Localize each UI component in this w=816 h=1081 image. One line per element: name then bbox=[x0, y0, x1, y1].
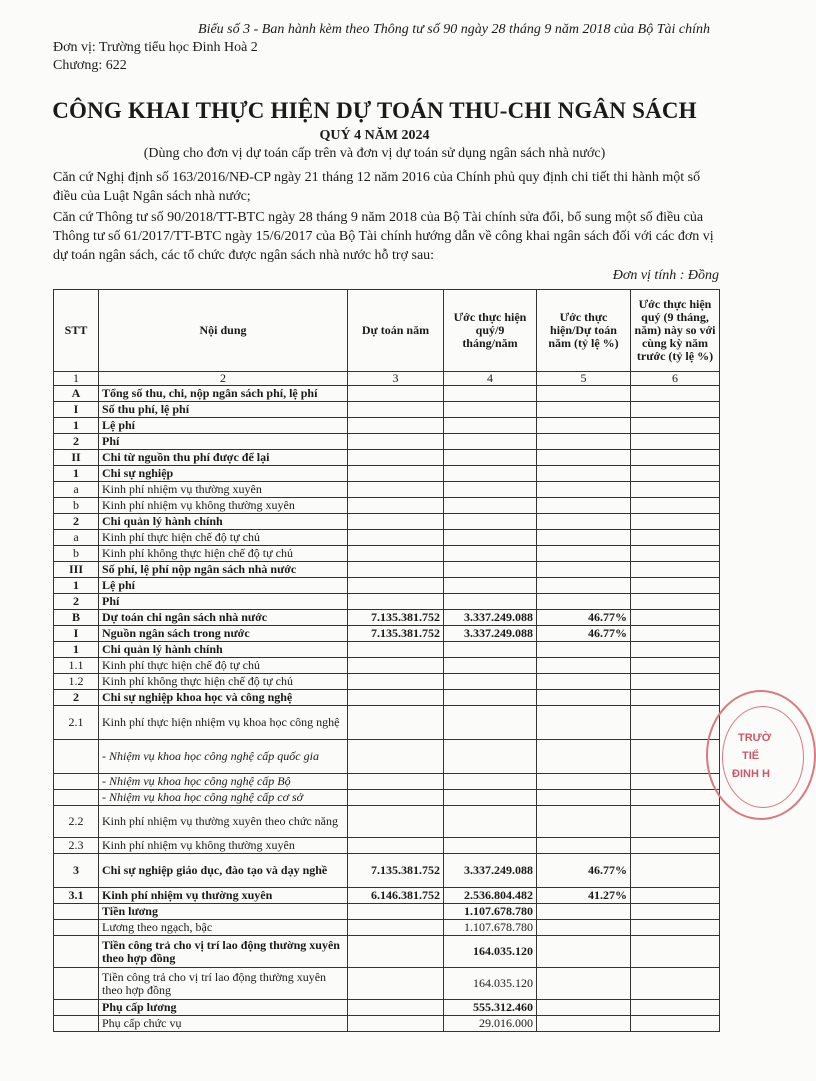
row-yoy bbox=[631, 482, 720, 498]
row-yoy bbox=[631, 562, 720, 578]
row-stt: 2 bbox=[54, 434, 99, 450]
table-row bbox=[54, 594, 720, 610]
row-content: Tiền công trả cho vị trí lao động thường xuyên theo hợp đồng bbox=[99, 968, 348, 1000]
row-actual bbox=[444, 806, 537, 838]
row-ratio bbox=[537, 434, 631, 450]
row-content: Kinh phí thực hiện chế độ tự chủ bbox=[99, 530, 348, 546]
row-ratio bbox=[537, 1016, 631, 1032]
row-ratio bbox=[537, 706, 631, 740]
budget-table bbox=[53, 289, 720, 1032]
table-row bbox=[54, 936, 720, 968]
row-stt: 2 bbox=[54, 514, 99, 530]
row-actual bbox=[444, 642, 537, 658]
row-actual: 555.312.460 bbox=[444, 1000, 537, 1016]
row-actual bbox=[444, 418, 537, 434]
row-yoy bbox=[631, 642, 720, 658]
row-plan bbox=[348, 434, 444, 450]
table-row bbox=[54, 514, 720, 530]
row-plan bbox=[348, 514, 444, 530]
row-ratio bbox=[537, 920, 631, 936]
row-plan bbox=[348, 904, 444, 920]
row-plan bbox=[348, 530, 444, 546]
row-plan bbox=[348, 658, 444, 674]
table-row bbox=[54, 838, 720, 854]
page-title: CÔNG KHAI THỰC HIỆN DỰ TOÁN THU-CHI NGÂN SÁCH bbox=[52, 98, 697, 123]
row-stt: 2.3 bbox=[54, 838, 99, 854]
row-stt bbox=[54, 740, 99, 774]
row-actual bbox=[444, 530, 537, 546]
row-content: Kinh phí nhiệm vụ thường xuyên bbox=[99, 482, 348, 498]
row-yoy bbox=[631, 920, 720, 936]
row-ratio bbox=[537, 968, 631, 1000]
stamp-text-line: TRƯỜ bbox=[738, 732, 772, 744]
row-ratio: 41.27% bbox=[537, 888, 631, 904]
row-ratio: 46.77% bbox=[537, 626, 631, 642]
row-content: Chi sự nghiệp khoa học và công nghệ bbox=[99, 690, 348, 706]
row-stt: 1 bbox=[54, 642, 99, 658]
table-row bbox=[54, 626, 720, 642]
row-plan bbox=[348, 690, 444, 706]
header-actual: Ước thực hiện quý/9 tháng/năm bbox=[444, 290, 537, 372]
row-plan bbox=[348, 418, 444, 434]
row-actual: 1.107.678.780 bbox=[444, 904, 537, 920]
row-content: Chi sự nghiệp giáo dục, đào tạo và dạy nghề bbox=[99, 854, 348, 888]
row-stt bbox=[54, 790, 99, 806]
row-yoy bbox=[631, 578, 720, 594]
row-actual bbox=[444, 482, 537, 498]
row-stt bbox=[54, 774, 99, 790]
report-period: QUÝ 4 NĂM 2024 bbox=[319, 128, 430, 143]
row-actual bbox=[444, 790, 537, 806]
row-content: Số phí, lệ phí nộp ngân sách nhà nước bbox=[99, 562, 348, 578]
row-actual bbox=[444, 514, 537, 530]
row-yoy bbox=[631, 674, 720, 690]
table-row bbox=[54, 610, 720, 626]
row-plan bbox=[348, 790, 444, 806]
row-actual bbox=[444, 658, 537, 674]
row-content: Chi quản lý hành chính bbox=[99, 514, 348, 530]
row-yoy bbox=[631, 806, 720, 838]
table-row bbox=[54, 530, 720, 546]
row-stt bbox=[54, 1016, 99, 1032]
col-number: 2 bbox=[99, 372, 348, 386]
row-actual bbox=[444, 690, 537, 706]
row-yoy bbox=[631, 838, 720, 854]
row-yoy bbox=[631, 690, 720, 706]
table-row bbox=[54, 690, 720, 706]
row-stt: 2.1 bbox=[54, 706, 99, 740]
row-stt: 1 bbox=[54, 418, 99, 434]
table-row bbox=[54, 546, 720, 562]
row-actual bbox=[444, 546, 537, 562]
table-row bbox=[54, 562, 720, 578]
row-plan bbox=[348, 706, 444, 740]
col-number: 4 bbox=[444, 372, 537, 386]
row-yoy bbox=[631, 434, 720, 450]
row-content: Nguồn ngân sách trong nước bbox=[99, 626, 348, 642]
row-ratio bbox=[537, 674, 631, 690]
row-stt: 2 bbox=[54, 690, 99, 706]
row-ratio bbox=[537, 838, 631, 854]
table-row bbox=[54, 642, 720, 658]
row-plan bbox=[348, 562, 444, 578]
row-content: Kinh phí thực hiện chế độ tự chủ bbox=[99, 658, 348, 674]
row-stt: I bbox=[54, 402, 99, 418]
row-ratio bbox=[537, 530, 631, 546]
form-note: Biểu số 3 - Ban hành kèm theo Thông tư số 90 ngày 28 tháng 9 năm 2018 của Bộ Tài chính bbox=[198, 22, 710, 37]
row-stt: b bbox=[54, 498, 99, 514]
row-ratio: 46.77% bbox=[537, 610, 631, 626]
row-yoy bbox=[631, 402, 720, 418]
row-stt bbox=[54, 904, 99, 920]
row-yoy bbox=[631, 530, 720, 546]
row-plan bbox=[348, 806, 444, 838]
row-ratio bbox=[537, 1000, 631, 1016]
row-actual bbox=[444, 578, 537, 594]
row-yoy bbox=[631, 968, 720, 1000]
row-actual: 2.536.804.482 bbox=[444, 888, 537, 904]
row-stt bbox=[54, 968, 99, 1000]
row-actual bbox=[444, 594, 537, 610]
table-row bbox=[54, 740, 720, 774]
row-content: Tiền lương bbox=[99, 904, 348, 920]
row-ratio bbox=[537, 546, 631, 562]
row-ratio bbox=[537, 658, 631, 674]
stamp-text-line: ĐINH H bbox=[732, 768, 770, 780]
row-content: Phí bbox=[99, 434, 348, 450]
table-row bbox=[54, 418, 720, 434]
row-plan bbox=[348, 1016, 444, 1032]
row-ratio bbox=[537, 642, 631, 658]
row-ratio bbox=[537, 418, 631, 434]
row-stt: 1.2 bbox=[54, 674, 99, 690]
row-ratio bbox=[537, 498, 631, 514]
row-actual bbox=[444, 402, 537, 418]
row-stt: 1 bbox=[54, 466, 99, 482]
row-yoy bbox=[631, 498, 720, 514]
row-stt bbox=[54, 936, 99, 968]
row-actual: 164.035.120 bbox=[444, 936, 537, 968]
row-yoy bbox=[631, 790, 720, 806]
row-plan bbox=[348, 482, 444, 498]
row-yoy bbox=[631, 936, 720, 968]
row-yoy bbox=[631, 706, 720, 740]
row-stt: 2.2 bbox=[54, 806, 99, 838]
row-plan bbox=[348, 498, 444, 514]
table-row bbox=[54, 1000, 720, 1016]
report-subtitle: (Dùng cho đơn vị dự toán cấp trên và đơn vị dự toán sử dụng ngân sách nhà nước) bbox=[143, 146, 606, 161]
row-actual bbox=[444, 774, 537, 790]
row-ratio bbox=[537, 386, 631, 402]
table-row bbox=[54, 482, 720, 498]
row-stt: 1 bbox=[54, 578, 99, 594]
row-actual bbox=[444, 562, 537, 578]
header-ratio: Ước thực hiện/Dự toán năm (tỷ lệ %) bbox=[537, 290, 631, 372]
row-plan: 6.146.381.752 bbox=[348, 888, 444, 904]
row-yoy bbox=[631, 904, 720, 920]
row-ratio bbox=[537, 578, 631, 594]
row-content: Kinh phí không thực hiện chế độ tự chủ bbox=[99, 674, 348, 690]
table-row bbox=[54, 920, 720, 936]
row-content: Chi từ nguồn thu phí được để lại bbox=[99, 450, 348, 466]
row-content: Chi quản lý hành chính bbox=[99, 642, 348, 658]
row-content: - Nhiệm vụ khoa học công nghệ cấp quốc gia bbox=[99, 740, 348, 774]
row-plan bbox=[348, 740, 444, 774]
row-stt: I bbox=[54, 626, 99, 642]
row-yoy bbox=[631, 610, 720, 626]
official-stamp bbox=[706, 690, 816, 820]
row-content: Dự toán chi ngân sách nhà nước bbox=[99, 610, 348, 626]
row-content: - Nhiệm vụ khoa học công nghệ cấp Bộ bbox=[99, 774, 348, 790]
row-content: Kinh phí nhiệm vụ thường xuyên bbox=[99, 888, 348, 904]
row-actual bbox=[444, 386, 537, 402]
row-content: Kinh phí nhiệm vụ không thường xuyên bbox=[99, 838, 348, 854]
row-yoy bbox=[631, 546, 720, 562]
row-actual bbox=[444, 466, 537, 482]
row-content: Lệ phí bbox=[99, 578, 348, 594]
row-actual: 3.337.249.088 bbox=[444, 610, 537, 626]
row-ratio bbox=[537, 402, 631, 418]
row-plan bbox=[348, 546, 444, 562]
table-row bbox=[54, 806, 720, 838]
row-stt: a bbox=[54, 530, 99, 546]
row-stt: B bbox=[54, 610, 99, 626]
row-plan bbox=[348, 578, 444, 594]
row-plan: 7.135.381.752 bbox=[348, 626, 444, 642]
table-row bbox=[54, 1016, 720, 1032]
stamp-inner-ring bbox=[722, 706, 804, 808]
row-content: Tổng số thu, chi, nộp ngân sách phí, lệ phí bbox=[99, 386, 348, 402]
row-stt: III bbox=[54, 562, 99, 578]
row-plan bbox=[348, 936, 444, 968]
table-row bbox=[54, 706, 720, 740]
row-stt: 3 bbox=[54, 854, 99, 888]
row-plan bbox=[348, 594, 444, 610]
legal-basis-1: Căn cứ Nghị định số 163/2016/NĐ-CP ngày 21 tháng 12 năm 2016 của Chính phủ quy định chi tiết thi hành một số điều của Luật Ngân sách nhà nước; bbox=[53, 170, 701, 204]
unit-name: Đơn vị: Trường tiểu học Đinh Hoà 2 bbox=[53, 40, 258, 55]
row-ratio bbox=[537, 482, 631, 498]
row-stt: 1.1 bbox=[54, 658, 99, 674]
row-plan bbox=[348, 838, 444, 854]
row-actual: 164.035.120 bbox=[444, 968, 537, 1000]
row-actual: 3.337.249.088 bbox=[444, 854, 537, 888]
legal-basis-2: Căn cứ Thông tư số 90/2018/TT-BTC ngày 28 tháng 9 năm 2018 của Bộ Tài chính sửa đổi, bổ sung một số điều của Thông tư số 61/2017/TT-BTC ngày 15/6/2017 của Bộ Tài chính hướng dẫn về công khai ngân sách đối với các đơn vị dự toán ngân sách, các tổ chức được ngân sách nhà nước hỗ trợ sau: bbox=[53, 210, 714, 263]
row-yoy bbox=[631, 450, 720, 466]
table-row bbox=[54, 674, 720, 690]
row-yoy bbox=[631, 514, 720, 530]
row-ratio bbox=[537, 514, 631, 530]
row-stt: A bbox=[54, 386, 99, 402]
table-row bbox=[54, 450, 720, 466]
row-content: Lương theo ngạch, bậc bbox=[99, 920, 348, 936]
row-plan: 7.135.381.752 bbox=[348, 854, 444, 888]
row-actual bbox=[444, 740, 537, 774]
row-actual bbox=[444, 450, 537, 466]
row-plan bbox=[348, 674, 444, 690]
table-row bbox=[54, 658, 720, 674]
row-yoy bbox=[631, 1000, 720, 1016]
row-yoy bbox=[631, 418, 720, 434]
row-yoy bbox=[631, 854, 720, 888]
row-plan bbox=[348, 402, 444, 418]
table-body bbox=[54, 386, 720, 1032]
row-ratio bbox=[537, 594, 631, 610]
row-actual bbox=[444, 838, 537, 854]
row-ratio bbox=[537, 740, 631, 774]
row-content: Phụ cấp lương bbox=[99, 1000, 348, 1016]
col-number: 5 bbox=[537, 372, 631, 386]
row-content: Kinh phí thực hiện nhiệm vụ khoa học công nghệ bbox=[99, 706, 348, 740]
row-actual bbox=[444, 674, 537, 690]
row-stt: 3.1 bbox=[54, 888, 99, 904]
row-plan: 7.135.381.752 bbox=[348, 610, 444, 626]
row-actual: 1.107.678.780 bbox=[444, 920, 537, 936]
row-plan bbox=[348, 920, 444, 936]
row-yoy bbox=[631, 888, 720, 904]
row-yoy bbox=[631, 594, 720, 610]
row-plan bbox=[348, 1000, 444, 1016]
row-content: Kinh phí nhiệm vụ không thường xuyên bbox=[99, 498, 348, 514]
row-yoy bbox=[631, 626, 720, 642]
row-ratio bbox=[537, 936, 631, 968]
row-content: Lệ phí bbox=[99, 418, 348, 434]
row-yoy bbox=[631, 658, 720, 674]
row-ratio bbox=[537, 562, 631, 578]
row-content: Số thu phí, lệ phí bbox=[99, 402, 348, 418]
currency-unit: Đơn vị tính : Đồng bbox=[612, 268, 719, 283]
row-actual: 3.337.249.088 bbox=[444, 626, 537, 642]
row-content: Kinh phí nhiệm vụ thường xuyên theo chức năng bbox=[99, 806, 348, 838]
row-ratio: 46.77% bbox=[537, 854, 631, 888]
table-row bbox=[54, 968, 720, 1000]
row-ratio bbox=[537, 466, 631, 482]
row-yoy bbox=[631, 774, 720, 790]
row-ratio bbox=[537, 450, 631, 466]
chapter-code: Chương: 622 bbox=[53, 58, 127, 73]
row-content: Chi sự nghiệp bbox=[99, 466, 348, 482]
row-stt: 2 bbox=[54, 594, 99, 610]
table-row bbox=[54, 578, 720, 594]
row-content: Kinh phí không thực hiện chế độ tự chủ bbox=[99, 546, 348, 562]
table-row bbox=[54, 790, 720, 806]
table-row bbox=[54, 434, 720, 450]
row-yoy bbox=[631, 466, 720, 482]
header-content: Nội dung bbox=[99, 290, 348, 372]
header-stt: STT bbox=[54, 290, 99, 372]
row-yoy bbox=[631, 1016, 720, 1032]
header-plan: Dự toán năm bbox=[348, 290, 444, 372]
row-stt bbox=[54, 1000, 99, 1016]
row-actual bbox=[444, 706, 537, 740]
row-ratio bbox=[537, 790, 631, 806]
table-row bbox=[54, 888, 720, 904]
row-plan bbox=[348, 450, 444, 466]
stamp-text-line: TIỂ bbox=[742, 750, 760, 762]
row-plan bbox=[348, 466, 444, 482]
row-actual bbox=[444, 498, 537, 514]
row-stt bbox=[54, 920, 99, 936]
row-content: - Nhiệm vụ khoa học công nghệ cấp cơ sở bbox=[99, 790, 348, 806]
row-plan bbox=[348, 386, 444, 402]
row-ratio bbox=[537, 774, 631, 790]
header-yoy: Ước thực hiện quý (9 tháng, năm) này so với cùng kỳ năm trước (tỷ lệ %) bbox=[631, 290, 720, 372]
table-row bbox=[54, 402, 720, 418]
row-content: Tiền công trả cho vị trí lao động thường xuyên theo hợp đồng bbox=[99, 936, 348, 968]
row-ratio bbox=[537, 806, 631, 838]
col-number: 6 bbox=[631, 372, 720, 386]
table-row bbox=[54, 774, 720, 790]
row-stt: II bbox=[54, 450, 99, 466]
row-stt: a bbox=[54, 482, 99, 498]
row-ratio bbox=[537, 904, 631, 920]
row-stt: b bbox=[54, 546, 99, 562]
table-row bbox=[54, 854, 720, 888]
table-row bbox=[54, 498, 720, 514]
row-actual: 29.016.000 bbox=[444, 1016, 537, 1032]
table-row bbox=[54, 386, 720, 402]
row-actual bbox=[444, 434, 537, 450]
row-plan bbox=[348, 642, 444, 658]
table-header-row bbox=[54, 290, 720, 372]
table-row bbox=[54, 904, 720, 920]
table-row bbox=[54, 466, 720, 482]
row-plan bbox=[348, 774, 444, 790]
row-ratio bbox=[537, 690, 631, 706]
row-content: Phí bbox=[99, 594, 348, 610]
col-number: 1 bbox=[54, 372, 99, 386]
row-plan bbox=[348, 968, 444, 1000]
row-content: Phụ cấp chức vụ bbox=[99, 1016, 348, 1032]
column-number-row bbox=[54, 372, 720, 386]
row-yoy bbox=[631, 386, 720, 402]
col-number: 3 bbox=[348, 372, 444, 386]
